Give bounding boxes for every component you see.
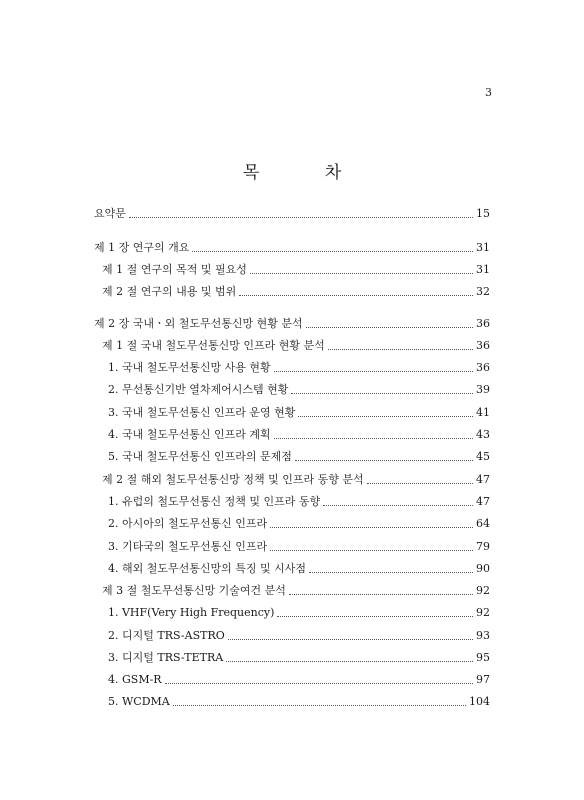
toc-entry-label: 4. 국내 철도무선통신 인프라 계획 xyxy=(108,428,271,441)
toc-entry xyxy=(94,382,490,398)
toc-entry-label: 5. WCDMA xyxy=(108,695,170,708)
page-number: 3 xyxy=(485,86,492,99)
toc-entry xyxy=(94,516,490,532)
toc-entry xyxy=(94,605,490,621)
toc-entry-page: 47 xyxy=(476,473,490,486)
toc-entry xyxy=(94,338,490,354)
toc-entry-page: 93 xyxy=(476,629,490,642)
toc-entry-label: 제 1 절 국내 철도무선통신망 인프라 현황 분석 xyxy=(102,339,325,352)
toc-entry-label: 5. 국내 철도무선통신 인프라의 문제점 xyxy=(108,450,292,463)
toc-entry-page: 64 xyxy=(476,517,490,530)
toc-entry-page: 79 xyxy=(476,540,490,553)
toc-entry-label: 제 1 장 연구의 개요 xyxy=(94,241,190,254)
toc-entry-page: 92 xyxy=(476,584,490,597)
toc-entry xyxy=(94,284,490,300)
dot-leader xyxy=(306,326,473,328)
toc-entry-label: 제 2 장 국내ㆍ외 철도무선통신망 현황 분석 xyxy=(94,317,303,330)
toc-entry xyxy=(94,360,490,376)
dot-leader xyxy=(192,250,473,252)
toc-entry xyxy=(94,561,490,577)
toc-entry-label: 4. GSM-R xyxy=(108,673,162,686)
toc-entry-page: 36 xyxy=(476,339,490,352)
dot-leader xyxy=(250,272,473,274)
toc-entry-page: 36 xyxy=(476,317,490,330)
dot-leader xyxy=(367,482,473,484)
toc-entry-page: 45 xyxy=(476,450,490,463)
toc-entry-page: 97 xyxy=(476,673,490,686)
toc-entry-label: 4. 해외 철도무선통신망의 특징 및 시사점 xyxy=(108,562,306,575)
toc-entry xyxy=(94,650,490,666)
toc-entry xyxy=(94,449,490,465)
toc-entry-page: 39 xyxy=(476,383,490,396)
toc-entry xyxy=(94,405,490,421)
dot-leader xyxy=(289,593,473,595)
dot-leader xyxy=(328,348,473,350)
dot-leader xyxy=(309,571,473,573)
toc-entry xyxy=(94,494,490,510)
dot-leader xyxy=(295,459,473,461)
toc-entry-label: 요약문 xyxy=(94,207,126,220)
toc-entry-page: 41 xyxy=(476,406,490,419)
dot-leader xyxy=(228,638,473,640)
toc-entry-page: 32 xyxy=(476,285,490,298)
toc-entry-page: 90 xyxy=(476,562,490,575)
toc-entry xyxy=(94,262,490,278)
dot-leader xyxy=(298,415,473,417)
dot-leader xyxy=(291,392,473,394)
toc-entry-page: 43 xyxy=(476,428,490,441)
dot-leader xyxy=(270,549,473,551)
toc-entry-label: 1. VHF(Very High Frequency) xyxy=(108,606,275,619)
toc-entry-label: 2. 디지털 TRS-ASTRO xyxy=(108,629,225,642)
dot-leader xyxy=(165,682,473,684)
toc-entry-page: 47 xyxy=(476,495,490,508)
toc-entry xyxy=(94,539,490,555)
dot-leader xyxy=(274,370,473,372)
dot-leader xyxy=(323,504,473,506)
toc-entry-label: 3. 기타국의 철도무선통신 인프라 xyxy=(108,540,268,553)
toc-entry-page: 92 xyxy=(476,606,490,619)
toc-entry xyxy=(94,628,490,644)
toc-entry-page: 95 xyxy=(476,651,490,664)
toc-entry-label: 3. 국내 철도무선통신 인프라 운영 현황 xyxy=(108,406,296,419)
toc-entry-label: 제 2 절 해외 철도무선통신망 정책 및 인프라 동향 분석 xyxy=(102,473,364,486)
dot-leader xyxy=(270,526,473,528)
dot-leader xyxy=(226,660,473,662)
toc-entry-label: 2. 무선통신기반 열차제어시스템 현황 xyxy=(108,383,289,396)
toc-entry-label: 제 3 절 철도무선통신망 기술여건 분석 xyxy=(102,584,286,597)
toc-entry-label: 제 1 절 연구의 목적 및 필요성 xyxy=(102,263,247,276)
dot-leader xyxy=(173,704,466,706)
toc-entry xyxy=(94,694,490,710)
toc-entry-page: 104 xyxy=(469,695,490,708)
toc-entry xyxy=(94,672,490,688)
toc-entry-page: 31 xyxy=(476,241,490,254)
toc-entry xyxy=(94,427,490,443)
toc-title: 목 차 xyxy=(242,163,372,183)
toc-entry-page: 15 xyxy=(476,207,490,220)
toc-entry-label: 제 2 절 연구의 내용 및 범위 xyxy=(102,285,237,298)
toc-entry xyxy=(94,316,490,332)
toc-entry-label: 2. 아시아의 철도무선통신 인프라 xyxy=(108,517,268,530)
dot-leader xyxy=(277,615,473,617)
toc-entry xyxy=(94,206,490,222)
dot-leader xyxy=(129,216,473,218)
dot-leader xyxy=(274,437,473,439)
toc-entry-label: 3. 디지털 TRS-TETRA xyxy=(108,651,224,664)
toc-entry xyxy=(94,472,490,488)
toc-entry-page: 31 xyxy=(476,263,490,276)
toc-entry xyxy=(94,240,490,256)
toc-entry-label: 1. 유럽의 철도무선통신 정책 및 인프라 동향 xyxy=(108,495,321,508)
toc-entry-page: 36 xyxy=(476,361,490,374)
toc-entry-label: 1. 국내 철도무선통신망 사용 현황 xyxy=(108,361,271,374)
toc-entry xyxy=(94,583,490,599)
dot-leader xyxy=(239,294,473,296)
